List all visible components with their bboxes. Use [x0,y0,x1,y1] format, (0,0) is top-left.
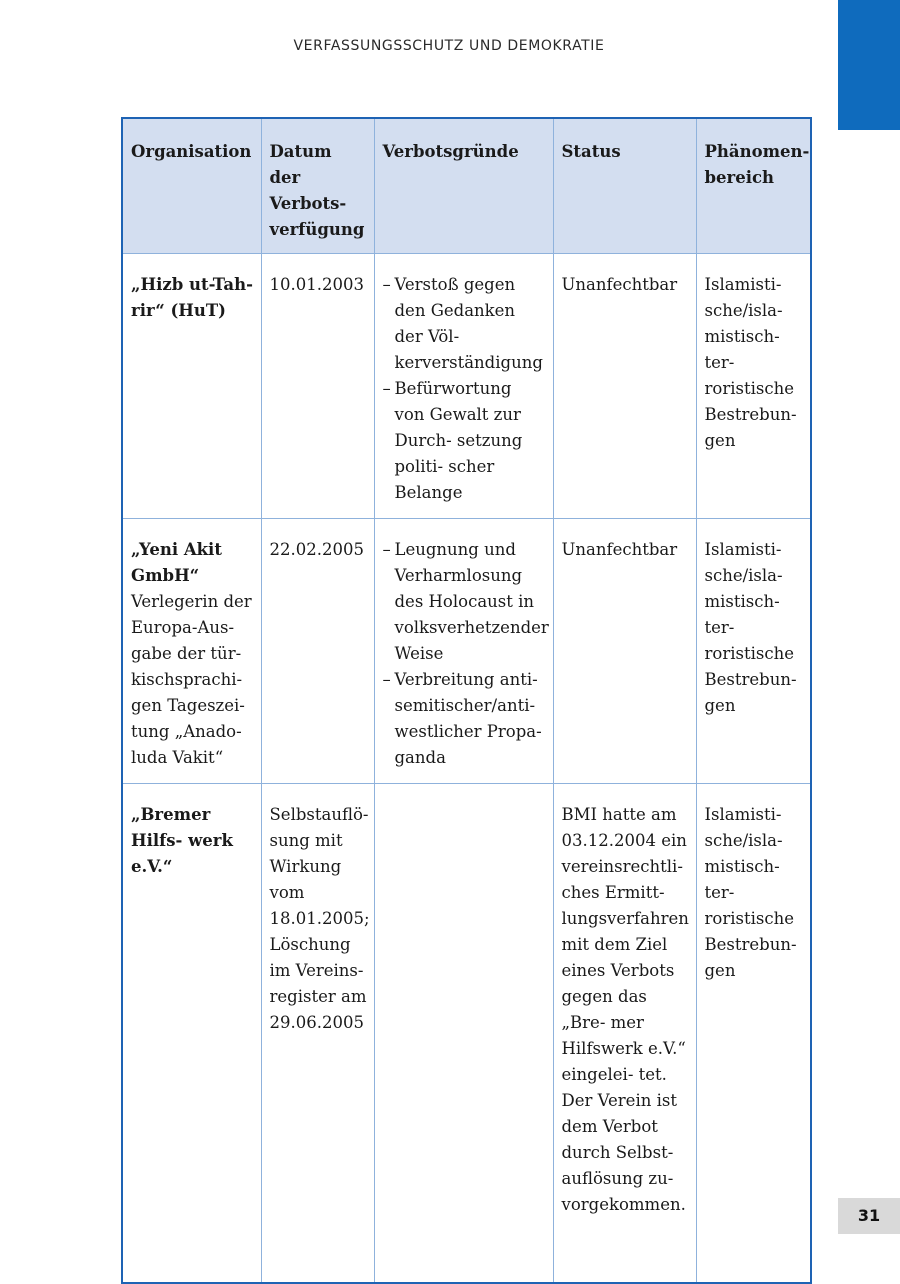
table-row [123,254,810,519]
cell-verbotsgruende [374,519,553,784]
organisation-name: „Bremer Hilfs- werk e.V.“ [131,805,233,876]
chapter-tab-marker [838,0,900,130]
cell-organisation [123,784,261,1282]
prohibitions-table [123,119,810,1282]
reason-item: – Verbreitung anti- semitischer/anti- westlicher Propa- ganda [383,667,546,771]
cell-datum: Selbstauflö- sung mit Wirkung vom 18.01.2005; Löschung im Vereins- register am 29.06.2005 [261,784,374,1282]
organisation-name: „Yeni Akit GmbH“ [131,540,222,585]
column-header-organisation: Organisation [123,119,261,254]
column-header-phaenomenbereich: Phänomen- bereich [696,119,810,254]
cell-status: Unanfechtbar [553,254,696,519]
reason-item: – Leugnung und Verharmlosung des Holocaust in volksverhetzender Weise [383,537,546,667]
cell-organisation [123,519,261,784]
table-header-row [123,119,810,254]
reason-item: – Verstoß gegen den Gedanken der Völ- kerverständigung [383,272,546,376]
cell-phaenomenbereich: Islamisti- sche/isla- mistisch-ter- roristische Bestrebun- gen [696,519,810,784]
reason-item: – Befürwortung von Gewalt zur Durch- setzung politi- scher Belange [383,376,546,506]
cell-phaenomenbereich: Islamisti- sche/isla- mistisch-ter- roristische Bestrebun- gen [696,254,810,519]
running-header: VERFASSUNGSSCHUTZ UND DEMOKRATIE [293,38,605,54]
cell-status: Unanfechtbar [553,519,696,784]
organisation-name: „Hizb ut-Tah- rir“ (HuT) [131,275,253,320]
organisation-detail: Verlegerin der Europa-Aus- gabe der tür- kischsprachi- gen Tageszei- tung „Anado- luda Vakit“ [131,592,252,767]
column-header-status: Status [553,119,696,254]
table-row [123,784,810,1282]
page-number: 31 [838,1198,900,1234]
cell-datum: 10.01.2003 [261,254,374,519]
column-header-verbotsgruende: Verbotsgründe [374,119,553,254]
cell-phaenomenbereich: Islamisti- sche/isla- mistisch-ter- roristische Bestrebun- gen [696,784,810,1282]
reason-list [383,272,546,506]
reason-list [383,537,549,771]
cell-status: BMI hatte am 03.12.2004 ein vereinsrechtli- ches Ermitt- lungsverfahren mit dem Ziel eines Verbots gegen das „Bre- mer Hilfswerk e.V.“ eingelei- tet. Der Verein ist dem Verbot durch Selbst- auflösung zu- vorgekommen. [553,784,696,1282]
column-header-datum: Datum der Verbots- verfügung [261,119,374,254]
cell-verbotsgruende [374,784,553,1282]
table-row [123,519,810,784]
cell-verbotsgruende [374,254,553,519]
prohibitions-table-frame [121,117,812,1284]
cell-datum: 22.02.2005 [261,519,374,784]
cell-organisation [123,254,261,519]
